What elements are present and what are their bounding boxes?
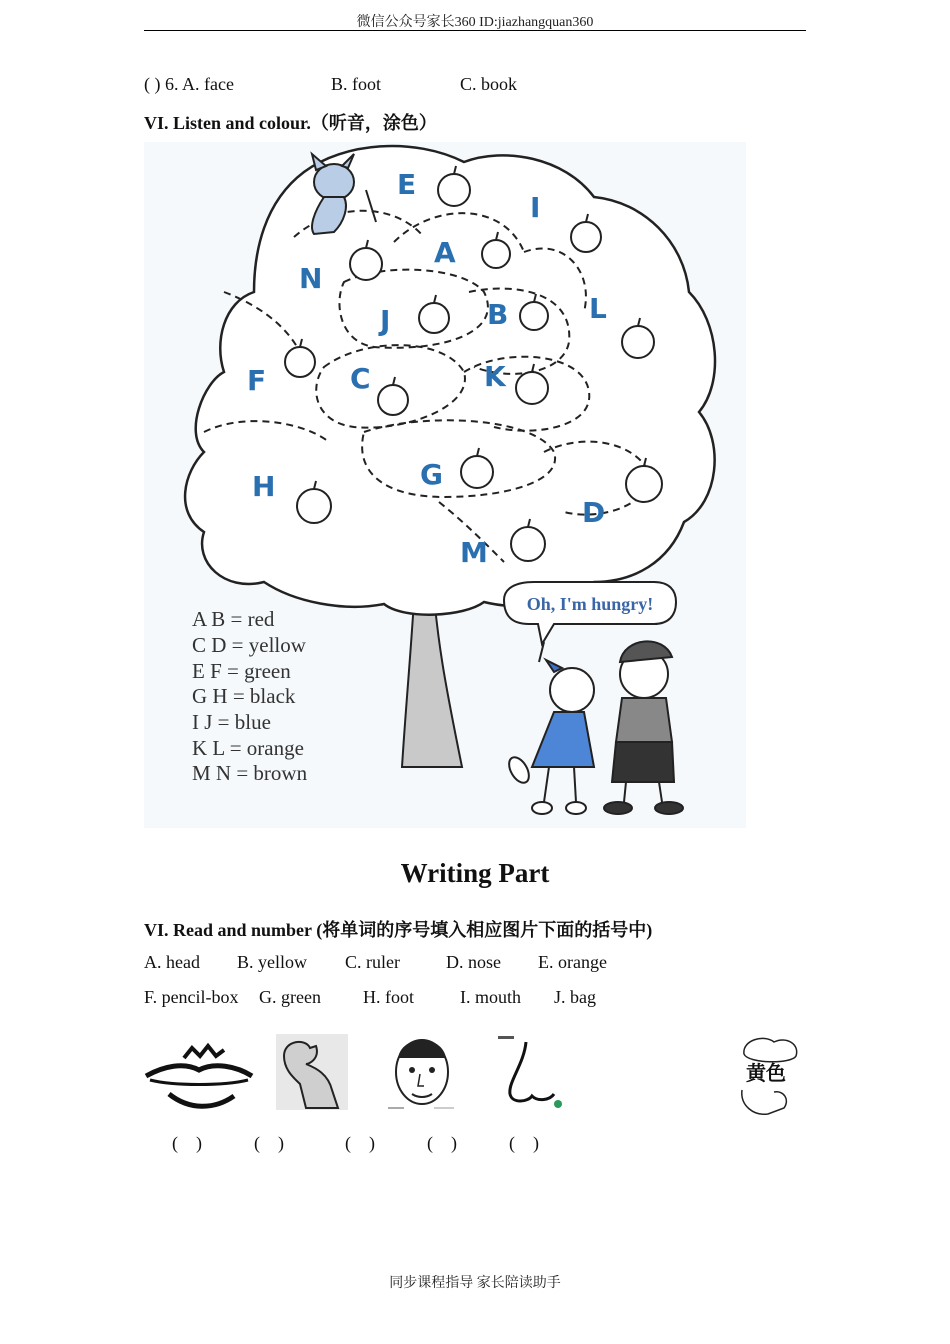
- option-item: I. mouth: [460, 987, 521, 1007]
- apple-icon: [438, 174, 470, 206]
- arm-picture: [276, 1034, 348, 1110]
- writing-part-title: Writing Part: [400, 858, 550, 888]
- answer-paren[interactable]: ( ): [509, 1133, 539, 1153]
- answer-paren[interactable]: ( ): [172, 1133, 202, 1153]
- question-6-option-b: B. foot: [331, 74, 382, 94]
- legend-entry: M N = brown: [192, 761, 308, 785]
- legend-entry: E F = green: [192, 659, 291, 683]
- nose-picture: [498, 1030, 568, 1112]
- tree-letter: I: [530, 191, 541, 224]
- section-title-listen: VI. Listen and colour.（听音，涂色）: [144, 113, 437, 133]
- apple-icon: [482, 240, 510, 268]
- legend-entry: A B = red: [192, 607, 275, 631]
- option-item: D. nose: [446, 952, 501, 972]
- tree-letter: B: [487, 298, 509, 331]
- option-item: E. orange: [538, 952, 607, 972]
- option-item: J. bag: [554, 987, 596, 1007]
- option-item: F. pencil-box: [144, 987, 239, 1007]
- tree-letter: K: [484, 360, 506, 393]
- tree-letter: H: [252, 470, 276, 503]
- chick-picture: [734, 1034, 802, 1116]
- option-item: G. green: [259, 987, 321, 1007]
- tree-letter: D: [582, 496, 606, 529]
- section-title-read: VI. Read and number (将单词的序号填入相应图片下面的括号中): [144, 920, 653, 940]
- legend-entry: I J = blue: [192, 710, 271, 734]
- apple-icon: [511, 527, 545, 561]
- question-6-option-c: C. book: [460, 74, 518, 94]
- chick-label: 黄色: [746, 1061, 786, 1085]
- answer-paren[interactable]: ( ): [254, 1133, 284, 1153]
- tree-letter: A: [434, 236, 456, 269]
- tree-letter: E: [397, 168, 417, 201]
- header-watermark: 微信公众号家长360 ID:jiazhangquan360: [356, 15, 594, 30]
- tree-letter: L: [589, 292, 607, 325]
- legend-entry: K L = orange: [192, 736, 304, 760]
- question-6-prefix: ( ) 6. A. face: [144, 74, 234, 94]
- apple-icon: [571, 222, 601, 252]
- option-item: C. ruler: [345, 952, 400, 972]
- option-item: A. head: [144, 952, 200, 972]
- apple-icon: [297, 489, 331, 523]
- tree-letter: C: [350, 362, 371, 395]
- apple-icon: [419, 303, 449, 333]
- header-divider: [144, 30, 806, 31]
- footer-text: 同步课程指导 家长陪读助手: [389, 1276, 561, 1291]
- speech-bubble-text: Oh, I'm hungry!: [526, 594, 654, 614]
- legend-entry: G H = black: [192, 684, 296, 708]
- apple-icon: [461, 456, 493, 488]
- apple-icon: [622, 326, 654, 358]
- tree-letter: J: [380, 304, 391, 337]
- tree-letter: G: [420, 458, 443, 491]
- option-item: B. yellow: [237, 952, 307, 972]
- apple-icon: [378, 385, 408, 415]
- apple-icon: [285, 347, 315, 377]
- option-item: H. foot: [363, 987, 414, 1007]
- answer-paren[interactable]: ( ): [427, 1133, 457, 1153]
- tree-letter: N: [299, 262, 323, 295]
- legend-entry: C D = yellow: [192, 633, 306, 657]
- apple-icon: [516, 372, 548, 404]
- tree-letter: F: [247, 364, 267, 397]
- head-picture: [384, 1028, 462, 1114]
- apple-icon: [626, 466, 662, 502]
- answer-paren[interactable]: ( ): [345, 1133, 375, 1153]
- apple-tree-illustration: [144, 142, 746, 828]
- tree-letter: M: [460, 536, 488, 569]
- apple-icon: [520, 302, 548, 330]
- apple-icon: [350, 248, 382, 280]
- mouth-picture: [144, 1040, 254, 1112]
- children-illustration: [505, 641, 683, 814]
